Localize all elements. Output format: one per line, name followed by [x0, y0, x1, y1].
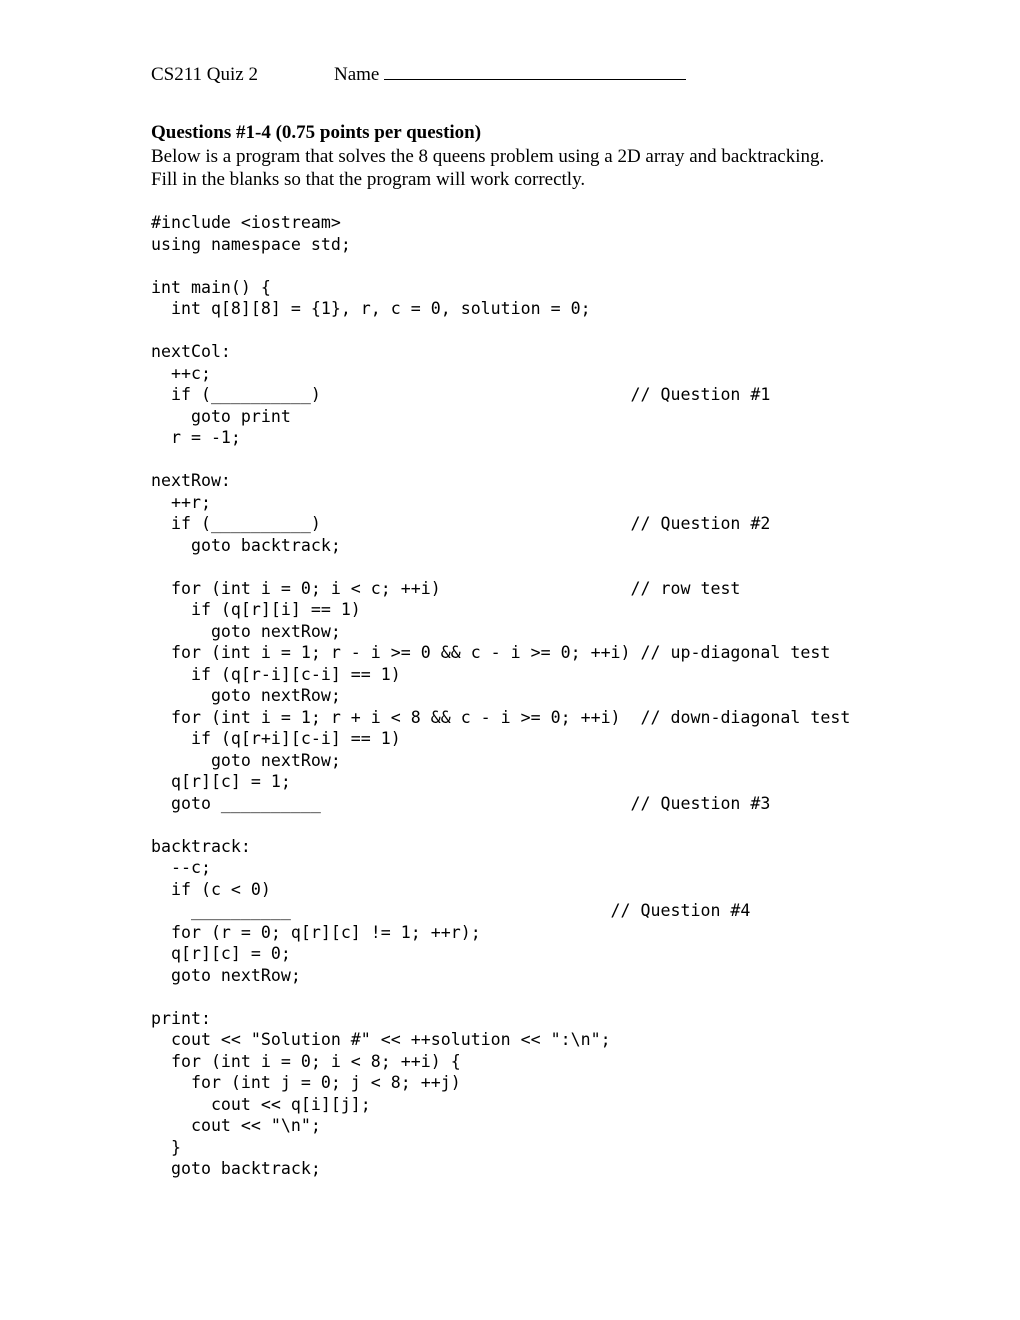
- code-line: goto nextRow;: [151, 686, 341, 705]
- quiz-header: [151, 61, 686, 87]
- code-line: [151, 556, 850, 578]
- question-intro: [151, 121, 824, 192]
- code-line: cout << q[i][j];: [151, 1094, 371, 1114]
- code-line: goto nextRow;: [151, 621, 341, 641]
- code-line: [151, 814, 850, 836]
- code-line: goto nextRow;: [151, 750, 341, 770]
- instructions-line-2: Fill in the blanks so that the program will work correctly.: [151, 169, 586, 190]
- code-listing: [151, 212, 850, 1180]
- code-line: goto backtrack;: [151, 1159, 321, 1178]
- code-line: if (__________) // Question #1: [151, 385, 771, 404]
- code-line: q[r][c] = 0;: [151, 944, 291, 963]
- code-line: using namespace std;: [151, 234, 351, 254]
- code-line: for (r = 0; q[r][c] != 1; ++r);: [151, 922, 481, 942]
- code-line: cout << "Solution #" << ++solution << ":\n";: [151, 1030, 611, 1049]
- instructions-line-1: Below is a program that solves the 8 queens problem using a 2D array and backtracking.: [151, 145, 825, 167]
- code-line: [151, 320, 850, 342]
- code-line: }: [151, 1137, 181, 1157]
- course-title: CS211 Quiz 2: [151, 64, 258, 85]
- code-line: backtrack:: [151, 836, 251, 856]
- code-line: for (int j = 0; j < 8; ++j): [151, 1073, 461, 1092]
- name-label: Name: [334, 64, 380, 85]
- code-line: __________ // Question #4: [151, 901, 751, 920]
- code-line: nextCol:: [151, 342, 231, 361]
- code-line: --c;: [151, 858, 211, 877]
- code-line: if (q[r+i][c-i] == 1): [151, 729, 401, 748]
- code-line: if (q[r-i][c-i] == 1): [151, 664, 401, 684]
- code-line: int q[8][8] = {1}, r, c = 0, solution = 0;: [151, 299, 591, 318]
- code-line: [151, 255, 850, 277]
- code-line: for (int i = 0; i < 8; ++i) {: [151, 1051, 461, 1071]
- code-line: goto __________ // Question #3: [151, 793, 771, 813]
- code-line: ++r;: [151, 492, 211, 512]
- code-line: #include <iostream>: [151, 213, 341, 232]
- code-line: q[r][c] = 1;: [151, 772, 291, 791]
- code-line: ++c;: [151, 363, 211, 383]
- code-line: r = -1;: [151, 428, 241, 447]
- code-line: [151, 449, 850, 471]
- code-line: if (c < 0): [151, 879, 271, 899]
- code-line: int main() {: [151, 277, 271, 297]
- code-line: goto nextRow;: [151, 965, 301, 985]
- code-line: goto backtrack;: [151, 535, 341, 555]
- code-line: for (int i = 0; i < c; ++i) // row test: [151, 578, 741, 598]
- code-line: if (q[r][i] == 1): [151, 600, 361, 619]
- code-line: for (int i = 1; r + i < 8 && c - i >= 0; ++i) // down-diagonal test: [151, 707, 851, 727]
- code-line: if (__________) // Question #2: [151, 514, 771, 533]
- code-line: [151, 986, 850, 1008]
- code-line: nextRow:: [151, 471, 231, 490]
- code-line: cout << "\n";: [151, 1116, 321, 1135]
- code-line: goto print: [151, 406, 291, 426]
- code-line: for (int i = 1; r - i >= 0 && c - i >= 0; ++i) // up-diagonal test: [151, 643, 831, 662]
- questions-heading: Questions #1-4 (0.75 points per question): [151, 122, 482, 143]
- name-field[interactable]: [384, 61, 686, 80]
- code-line: print:: [151, 1008, 211, 1028]
